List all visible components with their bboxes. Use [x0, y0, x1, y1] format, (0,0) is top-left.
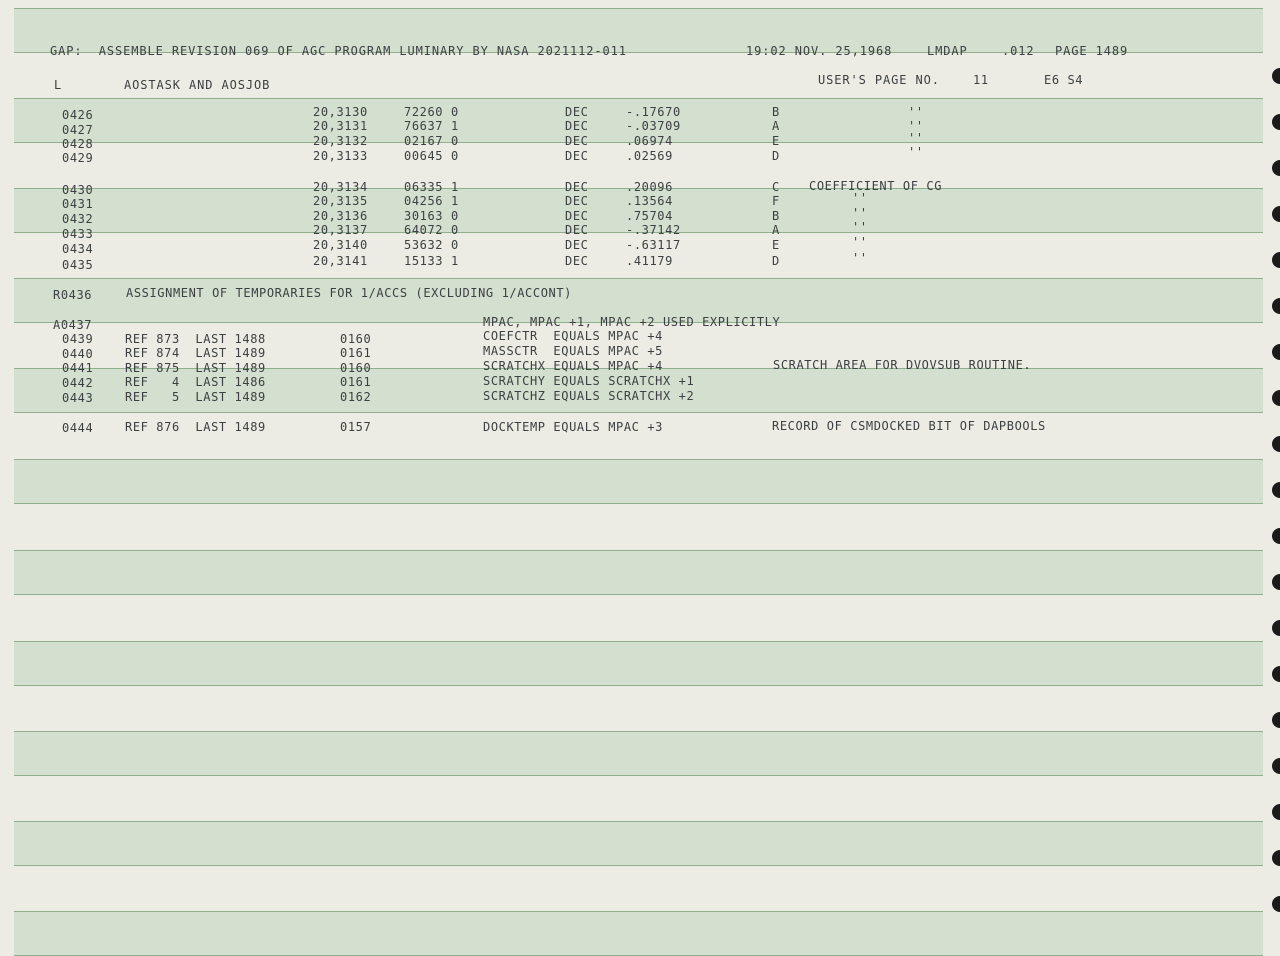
- tractor-hole: [1272, 850, 1280, 866]
- statement: SCRATCHZ EQUALS SCRATCHX +2: [483, 389, 695, 403]
- octal-code: 76637 1: [404, 119, 459, 133]
- listing-version: .012: [1002, 44, 1035, 58]
- line-number: A0437: [53, 318, 93, 332]
- address: 20,3134: [313, 180, 368, 194]
- tag: A: [772, 223, 780, 237]
- greenbar-stripe: [14, 911, 1263, 956]
- tag: F: [772, 194, 780, 208]
- line-number: 0433: [62, 227, 94, 241]
- cross-reference: REF 873 LAST 1488: [125, 332, 266, 346]
- log-letter: L: [54, 78, 62, 92]
- opcode: DEC: [565, 223, 589, 237]
- remark-text: ASSIGNMENT OF TEMPORARIES FOR 1/ACCS (EXCLUDING 1/ACCONT): [126, 286, 573, 300]
- line-number: 0431: [62, 197, 94, 211]
- tag: E: [772, 238, 780, 252]
- opcode: DEC: [565, 238, 589, 252]
- tractor-hole: [1272, 804, 1280, 820]
- comment: SCRATCH AREA FOR DVOVSUB ROUTINE.: [773, 358, 1032, 372]
- operand: -.17670: [626, 105, 681, 119]
- tractor-hole: [1272, 390, 1280, 406]
- tractor-hole: [1272, 482, 1280, 498]
- cross-reference: REF 874 LAST 1489: [125, 346, 266, 360]
- tractor-hole: [1272, 528, 1280, 544]
- tape-id: E6 S4: [1044, 73, 1084, 87]
- line-number: 0429: [62, 151, 94, 165]
- cross-reference: REF 5 LAST 1489: [125, 390, 266, 404]
- octal-code: 53632 0: [404, 238, 459, 252]
- opcode: DEC: [565, 119, 589, 133]
- comment: '': [852, 206, 868, 220]
- operand: -.03709: [626, 119, 681, 133]
- address: 20,3130: [313, 105, 368, 119]
- tag: E: [772, 134, 780, 148]
- octal-code: 30163 0: [404, 209, 459, 223]
- comment: '': [852, 235, 868, 249]
- tag: B: [772, 105, 780, 119]
- line-number: 0444: [62, 421, 94, 435]
- opcode: DEC: [565, 254, 589, 268]
- octal-code: 02167 0: [404, 134, 459, 148]
- greenbar-stripe: [14, 459, 1263, 504]
- line-number: 0427: [62, 123, 94, 137]
- cross-reference: REF 875 LAST 1489: [125, 361, 266, 375]
- address: 20,3132: [313, 134, 368, 148]
- statement: SCRATCHY EQUALS SCRATCHX +1: [483, 374, 695, 388]
- tractor-hole: [1272, 712, 1280, 728]
- opcode: DEC: [565, 180, 589, 194]
- octal-code: 64072 0: [404, 223, 459, 237]
- octal-code: 0162: [340, 390, 372, 404]
- line-number: 0430: [62, 183, 94, 197]
- tractor-hole: [1272, 344, 1280, 360]
- tractor-hole: [1272, 620, 1280, 636]
- operand: .75704: [626, 209, 673, 223]
- tractor-hole: [1272, 206, 1280, 222]
- tractor-hole: [1272, 896, 1280, 912]
- remark-text: MPAC, MPAC +1, MPAC +2 USED EXPLICITLY: [483, 315, 781, 329]
- operand: -.63117: [626, 238, 681, 252]
- line-number: 0435: [62, 258, 94, 272]
- octal-code: 0161: [340, 346, 372, 360]
- statement: COEFCTR EQUALS MPAC +4: [483, 329, 663, 343]
- tag: D: [772, 149, 780, 163]
- line-number: 0434: [62, 242, 94, 256]
- comment: '': [908, 145, 924, 159]
- address: 20,3135: [313, 194, 368, 208]
- statement: MASSCTR EQUALS MPAC +5: [483, 344, 663, 358]
- comment: COEFFICIENT OF CG: [809, 179, 943, 193]
- line-number: 0439: [62, 332, 94, 346]
- tractor-hole: [1272, 68, 1280, 84]
- line-number: 0440: [62, 347, 94, 361]
- comment: '': [852, 251, 868, 265]
- comment: '': [908, 105, 924, 119]
- address: 20,3131: [313, 119, 368, 133]
- opcode: DEC: [565, 149, 589, 163]
- operand: .20096: [626, 180, 673, 194]
- octal-code: 0161: [340, 375, 372, 389]
- users-page-number: 11: [973, 73, 989, 87]
- comment: '': [852, 220, 868, 234]
- address: 20,3136: [313, 209, 368, 223]
- greenbar-stripe: [14, 731, 1263, 776]
- statement: SCRATCHX EQUALS MPAC +4: [483, 359, 663, 373]
- tractor-hole: [1272, 298, 1280, 314]
- address: 20,3141: [313, 254, 368, 268]
- tag: C: [772, 180, 780, 194]
- comment: '': [852, 191, 868, 205]
- octal-code: 00645 0: [404, 149, 459, 163]
- address: 20,3133: [313, 149, 368, 163]
- comment: '': [908, 131, 924, 145]
- greenbar-stripe: [14, 550, 1263, 595]
- opcode: DEC: [565, 105, 589, 119]
- operand: .13564: [626, 194, 673, 208]
- octal-code: 06335 1: [404, 180, 459, 194]
- line-number: 0432: [62, 212, 94, 226]
- listing-page: PAGE 1489: [1055, 44, 1129, 58]
- greenbar-stripe: [14, 641, 1263, 686]
- tag: D: [772, 254, 780, 268]
- address: 20,3137: [313, 223, 368, 237]
- tractor-hole: [1272, 666, 1280, 682]
- line-number: R0436: [53, 288, 93, 302]
- statement: DOCKTEMP EQUALS MPAC +3: [483, 420, 663, 434]
- octal-code: 15133 1: [404, 254, 459, 268]
- tractor-hole: [1272, 436, 1280, 452]
- listing-date: 19:02 NOV. 25,1968: [746, 44, 893, 58]
- users-page-label: USER'S PAGE NO.: [818, 73, 940, 87]
- line-number: 0442: [62, 376, 94, 390]
- operand: -.37142: [626, 223, 681, 237]
- tractor-hole: [1272, 758, 1280, 774]
- tractor-hole: [1272, 574, 1280, 590]
- opcode: DEC: [565, 134, 589, 148]
- operand: .41179: [626, 254, 673, 268]
- comment: '': [908, 119, 924, 133]
- listing-title: GAP: ASSEMBLE REVISION 069 OF AGC PROGRAM LUMINARY BY NASA 2021112-011: [50, 44, 627, 58]
- tractor-hole: [1272, 114, 1280, 130]
- cross-reference: REF 876 LAST 1489: [125, 420, 266, 434]
- line-number: 0426: [62, 108, 94, 122]
- line-number: 0441: [62, 361, 94, 375]
- octal-code: 04256 1: [404, 194, 459, 208]
- greenbar-stripe: [14, 821, 1263, 866]
- section-title: AOSTASK AND AOSJOB: [124, 78, 271, 92]
- cross-reference: REF 4 LAST 1486: [125, 375, 266, 389]
- opcode: DEC: [565, 194, 589, 208]
- tractor-hole: [1272, 252, 1280, 268]
- listing-program: LMDAP: [927, 44, 968, 58]
- tag: A: [772, 119, 780, 133]
- line-number: 0443: [62, 391, 94, 405]
- operand: .02569: [626, 149, 673, 163]
- octal-code: 72260 0: [404, 105, 459, 119]
- address: 20,3140: [313, 238, 368, 252]
- octal-code: 0160: [340, 332, 372, 346]
- line-number: 0428: [62, 137, 94, 151]
- octal-code: 0160: [340, 361, 372, 375]
- tag: B: [772, 209, 780, 223]
- comment: RECORD OF CSMDOCKED BIT OF DAPBOOLS: [772, 419, 1046, 433]
- tractor-hole: [1272, 160, 1280, 176]
- opcode: DEC: [565, 209, 589, 223]
- operand: .06974: [626, 134, 673, 148]
- octal-code: 0157: [340, 420, 372, 434]
